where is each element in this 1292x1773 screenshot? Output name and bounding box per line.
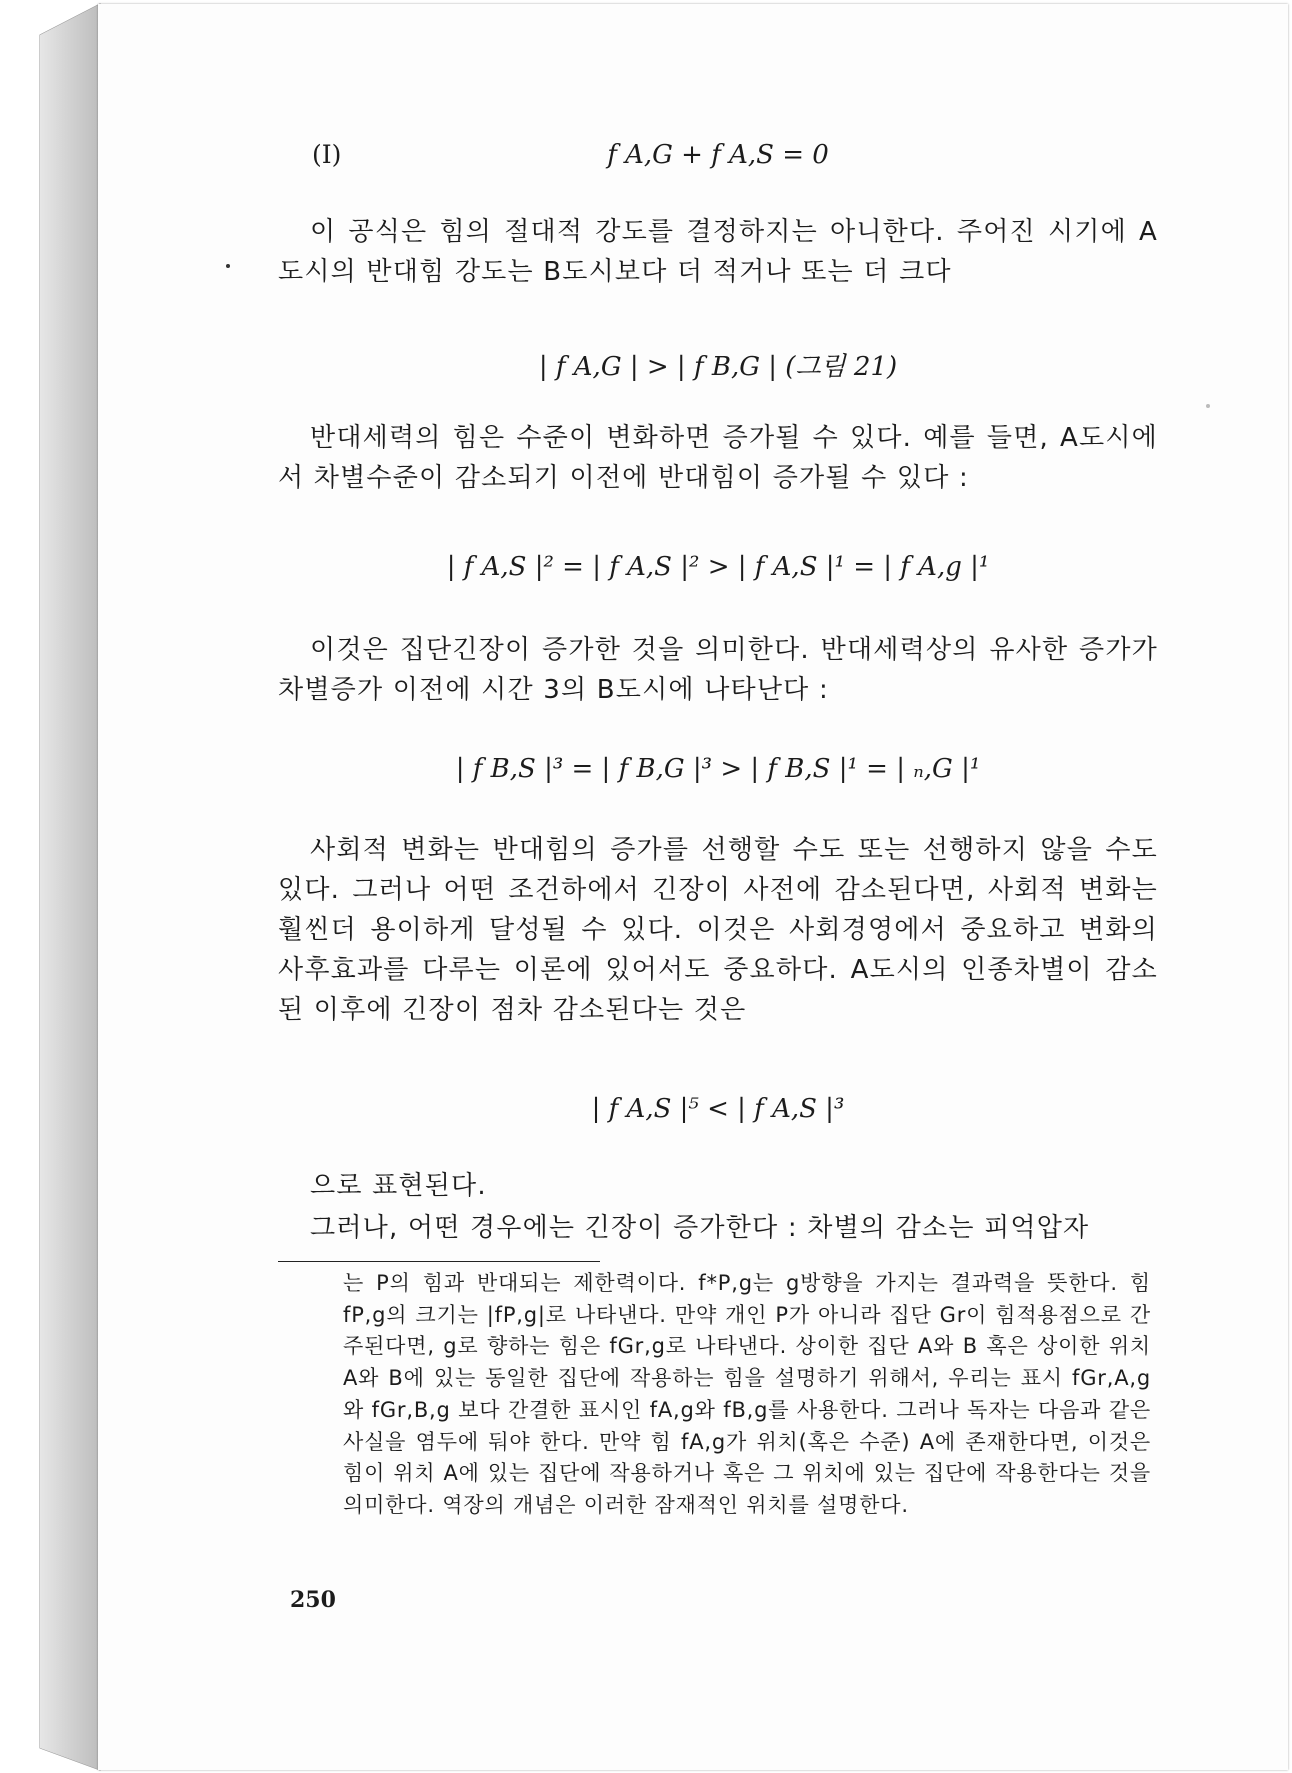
paragraph [278, 830, 1158, 1030]
equation-body: | f A,S |⁵ < | f A,S |³ [591, 1094, 845, 1124]
stray-mark [1206, 404, 1210, 408]
paragraph [278, 1166, 1158, 1206]
paragraph-text: 반대세력의 힘은 수준이 변화하면 증가될 수 있다. 예를 들면, A도시에서 차별수준이 감소되기 이전에 반대힘이 증가될 수 있다 : [278, 423, 1158, 493]
paragraph-text: 이것은 집단긴장이 증가한 것을 의미한다. 반대세력상의 유사한 증가가 차별증가 이전에 시간 3의 B도시에 나타난다 : [278, 635, 1158, 705]
paragraph-text: 이 공식은 힘의 절대적 강도를 결정하지는 아니한다. 주어진 시기에 A도시의 반대힘 강도는 B도시보다 더 적거나 또는 더 크다 [278, 217, 1158, 287]
footnote: 는 P의 힘과 반대되는 제한력이다. f*P,g는 g방향을 가지는 결과력을 뜻한다. 힘 fP,g의 크기는 |fP,g|로 나타낸다. 만약 개인 P가 아니라 집단 Gr이 힘적용점으로 간주된다면, g로 향하는 힘은 fGr,g로 나타낸다. 상이한 집단 A와 B 혹은 상이한 위치 A와 B에 있는 동일한 집단에 작용하는 힘을 설명하기 위해서, 우리는 표시 fGr,A,g와 fGr,B,g 보다 간결한 표시인 fA,g와 fB,g를 사용한다. 그러나 독자는 다음과 같은 사실을 염두에 둬야 한다. 만약 힘 fA,g가 위치(혹은 수준) A에 존재한다면, 이것은 힘이 위치 A에 있는 집단에 작용하거나 혹은 그 위치에 있는 집단에 작용한다는 것을 의미한다. 역장의 개념은 이러한 잠재적인 위치를 설명한다. [343, 1271, 1151, 1517]
paragraph-text: 사회적 변화는 반대힘의 증가를 선행할 수도 또는 선행하지 않을 수도 있다. 그러나 어떤 조건하에서 긴장이 사전에 감소된다면, 사회적 변화는 훨씬더 용이하게 달성될 수 있다. 이것은 사회경영에서 중요하고 변화의 사후효과를 다루는 이론에 있어서도 중요하다. A도시의 인종차별이 감소된 이후에 긴장이 점차 감소된다는 것은 [278, 835, 1158, 1025]
paragraph [278, 418, 1158, 498]
equation-1 [278, 130, 1158, 170]
equation-body: | f A,S |² = | f A,S |² > | f A,S |¹ = | f A,g |¹ [446, 552, 990, 582]
footnote-rule [278, 1261, 600, 1262]
equation-body: | f A,G | > | f B,G | (그림 21) [538, 352, 898, 382]
equation-2 [278, 336, 1158, 382]
equation-3 [278, 542, 1158, 582]
paragraph [278, 1208, 1158, 1248]
paragraph-text: 그러나, 어떤 경우에는 긴장이 증가한다 : 차별의 감소는 피억압자 [310, 1213, 1090, 1243]
stray-mark [226, 264, 230, 268]
page-number: 250 [290, 1587, 336, 1613]
paragraph [278, 630, 1158, 710]
paragraph [278, 212, 1158, 292]
equation-5 [278, 1084, 1158, 1124]
equation-number: (I) [312, 140, 342, 169]
equation-body: | f B,S |³ = | f B,G |³ > | f B,S |¹ = | ₙ,G |¹ [455, 754, 981, 784]
paragraph-text: 으로 표현된다. [310, 1171, 487, 1201]
equation-body: f A,G + f A,S = 0 [607, 140, 829, 170]
equation-4 [278, 744, 1158, 784]
